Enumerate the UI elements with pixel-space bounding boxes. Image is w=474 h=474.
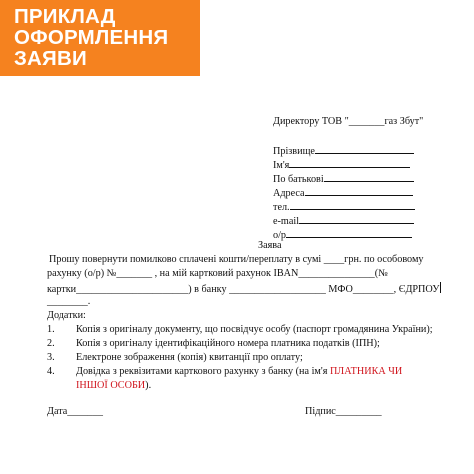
banner-line: ОФОРМЛЕННЯ [14, 26, 169, 49]
signature-field: Підпис_________ [305, 406, 382, 417]
body-line: ________. [47, 296, 91, 307]
field-first-name [273, 157, 410, 172]
attachment-text-continuation [76, 380, 151, 392]
field-line [299, 213, 414, 224]
attachment-number: 4. [47, 366, 55, 377]
sample-banner [0, 0, 200, 76]
attachment-text-highlight: ІНШОЇ ОСОБИ [76, 380, 146, 391]
document-title: Заява [258, 240, 282, 251]
attachment-text-plain: ). [145, 380, 152, 391]
banner-line: ПРИКЛАД [14, 5, 116, 28]
field-patronymic [273, 171, 414, 186]
attachment-number: 1. [47, 324, 55, 335]
field-address [273, 185, 413, 200]
body-line [47, 282, 441, 296]
field-label: Прізвище [273, 146, 315, 157]
field-line [290, 199, 415, 210]
field-surname [273, 143, 414, 158]
field-label: о/р [273, 230, 287, 241]
field-label: Адреса [273, 188, 305, 199]
field-line [286, 227, 412, 238]
attachments-heading: Додатки: [47, 310, 86, 321]
body-line-text: картки______________________) в банку ___________________ МФО________, ЄДРПОУ [47, 284, 440, 295]
field-line [315, 143, 414, 154]
attachment-number: 2. [47, 338, 55, 349]
field-line [305, 185, 413, 196]
addressee: Директору ТОВ "_______газ Збут" [273, 116, 424, 127]
field-line [289, 157, 410, 168]
field-label: тел. [273, 202, 290, 213]
attachment-text: Копія з оригіналу ідентифікаційного номера платника податків (ІПН); [76, 338, 380, 349]
body-line: Прошу повернути помилково сплачені кошти/переплату в сумі ____грн. по особовому [49, 254, 424, 265]
attachment-text: Електроне зображення (копія) квитанції про оплату; [76, 352, 303, 363]
field-label: По батькові [273, 174, 324, 185]
banner-line: ЗАЯВИ [14, 47, 87, 70]
field-account [273, 227, 412, 242]
field-email [273, 213, 414, 228]
attachment-text: Копія з оригіналу документу, що посвідчує особу (паспорт громадянина України); [76, 324, 433, 335]
field-label: e-mail [273, 216, 300, 227]
field-line [324, 171, 414, 182]
attachment-text-plain: Довідка з реквізитами карткового рахунку з банку (на ім'я [76, 366, 330, 377]
attachment-text [76, 366, 402, 378]
field-label: Ім'я [273, 160, 290, 171]
attachment-number: 3. [47, 352, 55, 363]
text-cursor [440, 282, 441, 293]
field-phone [273, 199, 415, 214]
attachment-text-highlight: ПЛАТНИКА ЧИ [329, 366, 403, 377]
body-line: рахунку (о/р) №_______ , на мій картковий рахунок IBAN_______________(№ [47, 268, 388, 279]
date-field: Дата_______ [47, 406, 103, 417]
